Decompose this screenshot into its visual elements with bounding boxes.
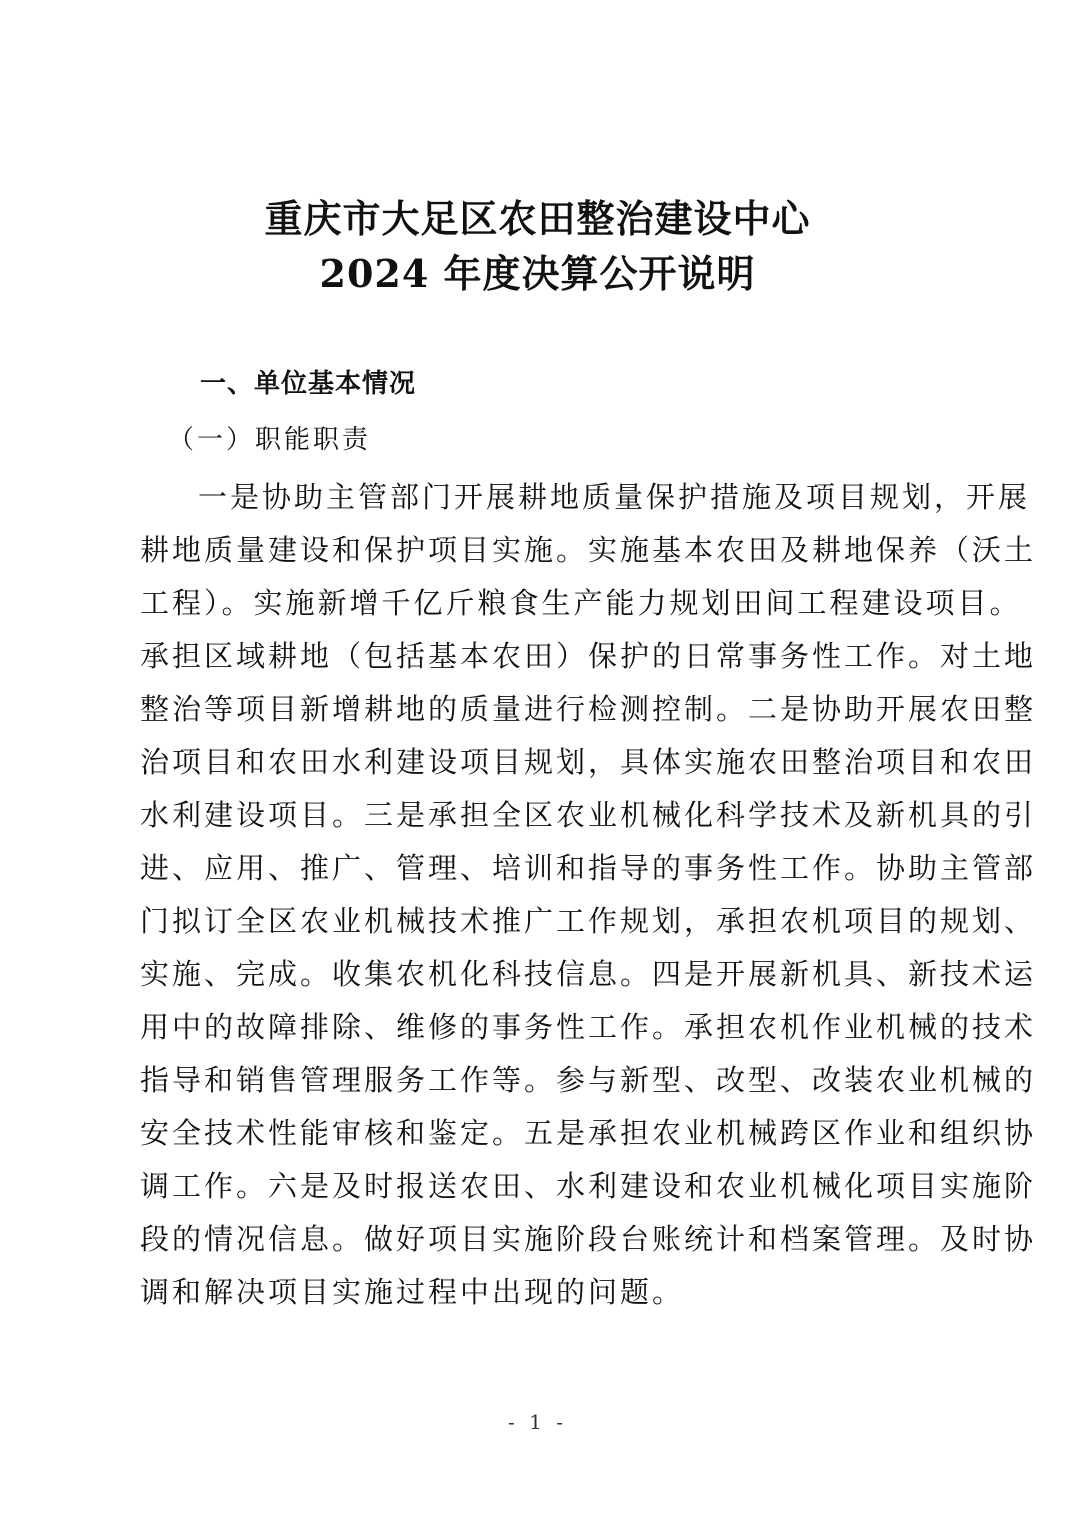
document-title-line2: 2024 年度决算公开说明 <box>319 251 756 296</box>
paragraph-line: 工程）。实施新增千亿斤粮食生产能力规划田间工程建设项目。 <box>140 586 1022 620</box>
paragraph-line: 指导和销售管理服务工作等。参与新型、改型、改装农业机械的 <box>140 1063 1037 1097</box>
body-paragraph <box>140 471 1037 1319</box>
paragraph-line: 实施、完成。收集农机化科技信息。四是开展新机具、新技术运 <box>140 957 1037 991</box>
page-number: - 1 - <box>508 1410 567 1434</box>
section-heading: 一、单位基本情况 <box>200 369 417 399</box>
document-title-line1: 重庆市大足区农田整治建设中心 <box>264 196 811 241</box>
paragraph-line: 整治等项目新增耕地的质量进行检测控制。二是协助开展农田整 <box>140 692 1037 726</box>
subsection-heading: （一）职能职责 <box>168 425 372 455</box>
paragraph-line: 耕地质量建设和保护项目实施。实施基本农田及耕地保养（沃土 <box>140 533 1037 567</box>
paragraph-line: 进、应用、推广、管理、培训和指导的事务性工作。协助主管部 <box>140 851 1037 885</box>
paragraph-line: 承担区域耕地（包括基本农田）保护的日常事务性工作。对土地 <box>140 639 1037 673</box>
paragraph-line: 门拟订全区农业机械技术推广工作规划，承担农机项目的规划、 <box>140 904 1037 938</box>
paragraph-line: 治项目和农田水利建设项目规划，具体实施农田整治项目和农田 <box>140 745 1037 779</box>
paragraph-line: 用中的故障排除、维修的事务性工作。承担农机作业机械的技术 <box>140 1010 1037 1044</box>
paragraph-line: 调工作。六是及时报送农田、水利建设和农业机械化项目实施阶 <box>140 1169 1037 1203</box>
paragraph-line: 安全技术性能审核和鉴定。五是承担农业机械跨区作业和组织协 <box>140 1116 1037 1150</box>
paragraph-line: 一是协助主管部门开展耕地质量保护措施及项目规划，开展 <box>198 480 1031 514</box>
paragraph-line: 段的情况信息。做好项目实施阶段台账统计和档案管理。及时协 <box>140 1222 1037 1256</box>
paragraph-line: 水利建设项目。三是承担全区农业机械化科学技术及新机具的引 <box>140 798 1037 832</box>
paragraph-line: 调和解决项目实施过程中出现的问题。 <box>140 1275 685 1309</box>
